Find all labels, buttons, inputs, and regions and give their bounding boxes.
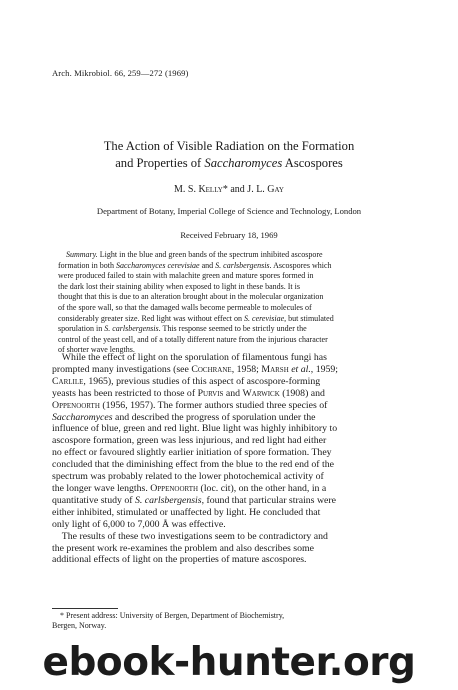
title-text: Ascospores <box>282 156 343 170</box>
body-line: influence of blue, green and red light. Blue light was highly inhibitory to <box>52 423 338 435</box>
citation-author: Marsh <box>261 363 289 375</box>
species-name: Saccharomyces cerevisiae <box>116 260 200 270</box>
title-line-2 <box>40 155 418 172</box>
body-line <box>52 388 419 400</box>
body-text-run: , 1965), previous studies of this aspect of ascospore-forming <box>83 375 321 387</box>
summary-line <box>58 324 419 335</box>
citation-author: Warwick <box>242 387 280 399</box>
summary-line: of the spore wall, so that the damaged walls become permeable to molecules of <box>58 302 312 312</box>
summary-line: the dark lost their staining ability when exposed to light in these bands. It is <box>58 281 300 291</box>
summary-line <box>58 261 419 272</box>
body-text-run: and described the progress of sporulation under the <box>112 411 316 423</box>
body-line: only light of 6,000 to 7,000 Å was effective. <box>52 518 226 530</box>
author-2: J. L. Gay <box>247 184 284 195</box>
citation-author: Carlile <box>52 375 84 387</box>
summary-text: , but stimulated <box>284 313 334 323</box>
body-line: no effect or favoured slightly earlier initiation of spore formation. They <box>52 447 332 459</box>
summary-label: Summary. <box>66 250 98 259</box>
summary-line <box>58 314 419 325</box>
authors <box>0 184 458 195</box>
body-text-run: yeasts has been restricted to those of <box>52 387 198 399</box>
body-text <box>52 352 419 566</box>
paper-title <box>40 138 418 172</box>
summary-line: thought that this is due to an alteration brought about in the molecular organization <box>58 292 324 302</box>
summary-line <box>58 250 419 261</box>
summary-abstract <box>58 250 419 356</box>
body-line: the present work re-examines the problem and also describes some <box>52 542 314 554</box>
footnote-text: * Present address: University of Bergen, Department of Biochemistry, <box>60 611 285 620</box>
summary-line: control of the yeast cell, and of a totally different nature from the injurious character <box>58 334 328 344</box>
species-name: S. cerevisiae <box>244 313 285 323</box>
citation-author: Purvis <box>197 387 224 399</box>
body-line: additional effects of light on the properties of mature ascospores. <box>52 554 307 566</box>
footnote-line <box>52 611 419 621</box>
body-text-run: (1956, 1957). The former authors studied three species of <box>99 399 328 411</box>
species-name: S. carlsbergensis <box>135 494 202 506</box>
authors-conjunction: and <box>227 184 248 195</box>
body-text-run: (loc. cit), on the other hand, in a <box>198 482 327 494</box>
summary-text: considerably greater size. Red light was without effect on <box>58 313 245 323</box>
journal-citation: Arch. Mikrobiol. 66, 259—272 (1969) <box>52 68 189 78</box>
body-line: concluded that the diminishing effect from the blue to the red end of the <box>52 459 334 471</box>
watermark-logo: ebook-hunter.org <box>42 640 416 685</box>
body-line <box>52 495 419 507</box>
body-text-run: (1908) and <box>279 387 325 399</box>
body-line: spectrum was probably related to the lower photochemical activity of <box>52 471 324 483</box>
body-text-run: the longer wave lengths. <box>52 482 151 494</box>
body-text-run: prompted many investigations (see <box>52 363 192 375</box>
title-line-1: The Action of Visible Radiation on the Formation <box>103 139 355 153</box>
body-line: either inhibited, stimulated or unaffected by light. He concluded that <box>52 506 321 518</box>
summary-text: . Ascospores which <box>269 260 332 270</box>
body-line <box>52 412 419 424</box>
species-name: Saccharomyces <box>52 411 113 423</box>
author-1: M. S. Kelly* <box>173 184 228 195</box>
citation-author: Oppenoorth <box>150 482 199 494</box>
body-text-run: and <box>223 387 243 399</box>
body-text-run: quantitative study of <box>52 494 135 506</box>
citation-author: Oppenoorth <box>52 399 100 411</box>
body-text-run: While the effect of light on the sporulation of filamentous fungi has <box>61 352 327 363</box>
footnote-divider <box>52 608 118 609</box>
body-line: ascospore formation, green was less injurious, and red light had either <box>52 435 327 447</box>
body-line <box>52 364 419 376</box>
body-text-run: et al. <box>288 363 311 375</box>
body-line <box>52 483 419 495</box>
citation-author: Cochrane <box>191 363 232 375</box>
title-text: and Properties of <box>115 156 205 170</box>
species-name: S. carlsbergensis <box>215 260 270 270</box>
footnote <box>52 611 419 632</box>
body-line <box>52 531 419 543</box>
body-line <box>52 400 419 412</box>
summary-text: Light in the blue and green bands of the spectrum inhibited ascospore <box>97 250 323 259</box>
summary-text: . This response seemed to be strictly under the <box>158 324 307 334</box>
summary-text: and <box>199 260 216 270</box>
received-date: Received February 18, 1969 <box>180 230 278 240</box>
body-text-run: , 1959; <box>310 363 339 375</box>
summary-line: were produced failed to stain with malachite green and mature spores formed in <box>58 271 314 281</box>
summary-text: formation in both <box>58 260 116 270</box>
title-genus: Saccharomyces <box>204 156 283 170</box>
summary-line: of shorter wave lengths. <box>58 345 135 355</box>
body-text-run: The results of these two investigations seem to be contradictory and <box>61 530 328 542</box>
body-text-run: , found that particular strains were <box>201 494 336 506</box>
body-line <box>52 352 419 364</box>
body-text-run: , 1958; <box>231 363 262 375</box>
footnote-line: Bergen, Norway. <box>52 621 107 631</box>
affiliation: Department of Botany, Imperial College of Science and Technology, London <box>96 206 362 216</box>
species-name: S. carlsbergensis <box>104 324 159 334</box>
summary-text: sporulation in <box>58 324 105 334</box>
body-line <box>52 376 419 388</box>
